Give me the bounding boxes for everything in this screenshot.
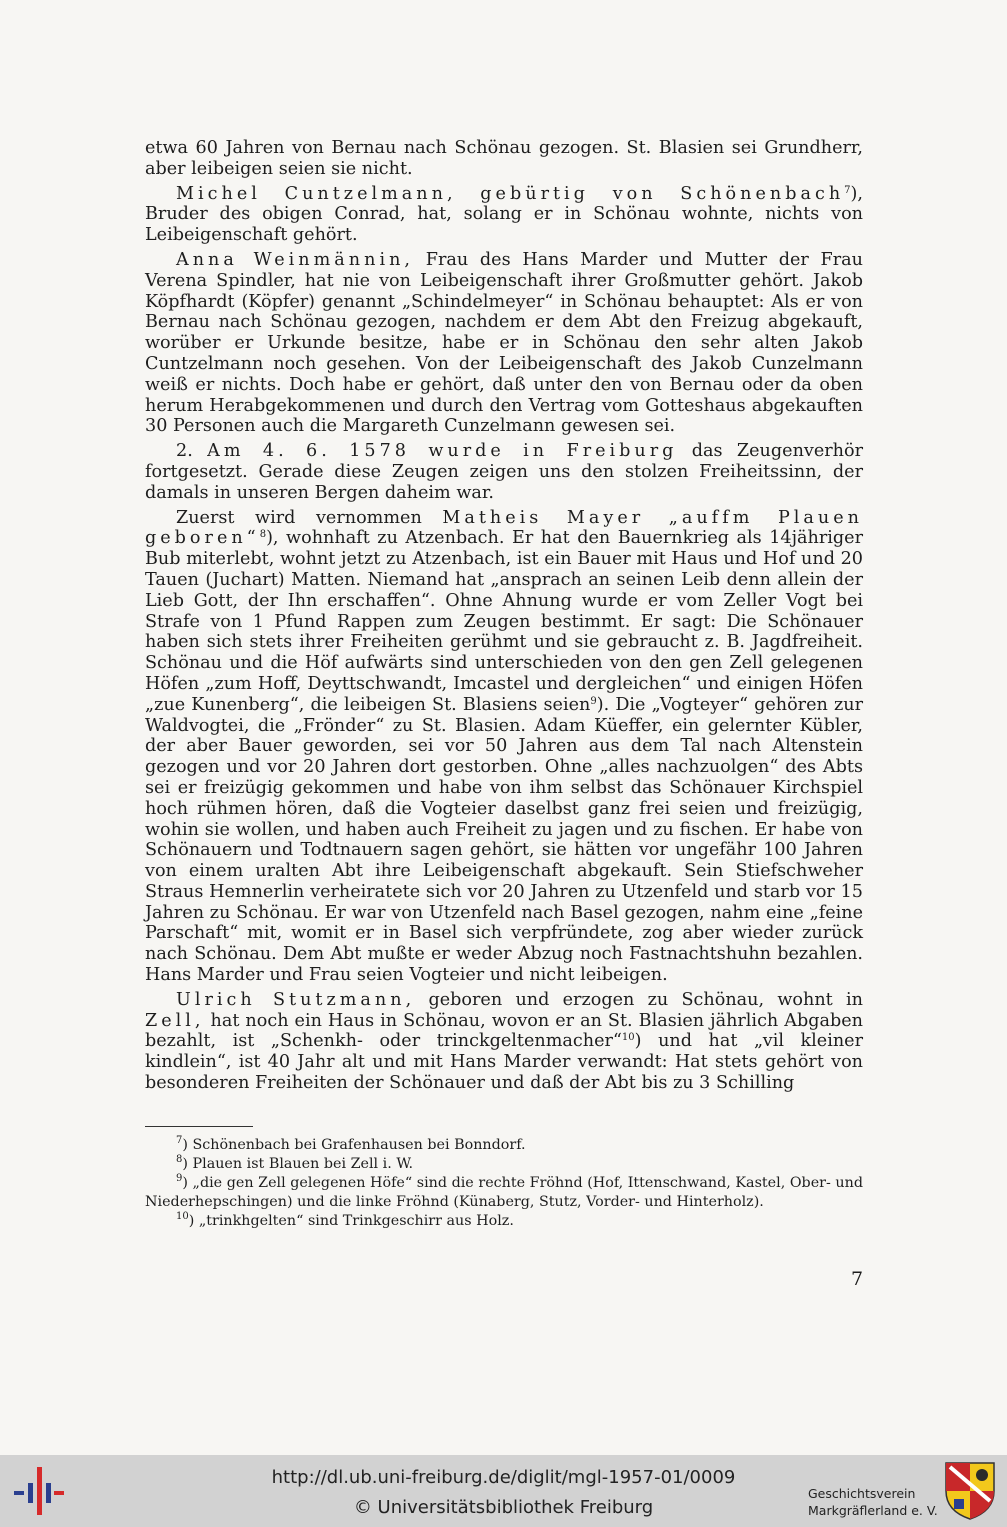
footnote-ref: 7 xyxy=(844,184,851,196)
footnote: $^7$) Schönenbach bei Grafenhausen bei Bonndorf. xyxy=(176,1135,526,1153)
paragraph-6: Ulrich Stutzmann, geboren und erzogen zu Schönau, wohnt in Zell, hat noch ein Haus in Schönau, wovon er an St. Blasien jährlich Abgaben bezahlt, ist „Schenkh- oder trinckgeltenmacher“$^{10}$) und hat „vil kleiner kindlein“, ist 40 Jahr alt und mit Hans Marder verwandt: Hat stets gehört von besonderen Freiheiten der Schönauer und daß der Abt bis zu 3 Schilling xyxy=(145,989,863,1094)
permalink-url[interactable]: http://dl.ub.uni-freiburg.de/diglit/mgl-1957-01/0009 xyxy=(271,1467,736,1488)
footnote-ref: 8 xyxy=(259,529,267,541)
spaced-name: Matheis Mayer „auffm Plauen geboren“ xyxy=(145,507,863,549)
spaced-name: Anna Weinmännin, xyxy=(176,249,414,270)
copyright-text: © Universitätsbibliothek Freiburg xyxy=(353,1497,654,1518)
footnote: $^8$) Plauen ist Blauen bei Zell i. W. xyxy=(176,1154,414,1172)
paragraph-3: Anna Weinmännin, Frau des Hans Marder und Mutter der Frau Verena Spindler, hat nie von Leibeigenschaft ihrer Großmutter gehört. Jakob Köpfhardt (Köpfer) genannt „Schindelmeyer“ in Schönau behauptet: Als er von Bernau nach Schönau gezogen, nachdem er dem Abt den Freizug abgekauft, worüber er Urkunde besitze, habe er in Schönau den sehr alten Jakob Cuntzelmann noch gesehen. Von der Leibeigenschaft des Jakob Cunzelmann weiß er nichts. Doch habe er gehört, daß unter den von Bernau oder da oben herum Herabgekommenen und durch den Vertrag vom Gotteshaus abgekauften 30 Personen auch die Margareth Cunzelmann gewesen sei. xyxy=(145,249,863,437)
paragraph-1: etwa 60 Jahren von Bernau nach Schönau gezogen. St. Blasien sei Grundherr, aber leibeigen seien sie nicht. xyxy=(145,138,863,179)
page-number: 7 xyxy=(851,1268,864,1290)
viewer-footer xyxy=(0,1455,1007,1527)
coat-of-arms-icon[interactable] xyxy=(944,1461,996,1521)
spaced-name: Michel Cuntzelmann, gebürtig von Schönenbach xyxy=(176,183,845,204)
body-text xyxy=(145,138,863,1098)
paragraph-2: Michel Cuntzelmann, gebürtig von Schönenbach$^7$), Bruder des obigen Conrad, hat, solang er in Schönau wohnte, nichts von Leibeigenschaft gehört. xyxy=(145,183,863,246)
footnote: $^{10}$) „trinkhgelten“ sind Trinkgeschirr aus Holz. xyxy=(176,1211,514,1229)
spaced-place: Zell, xyxy=(145,1010,205,1031)
spaced-date: Am 4. 6. 1578 wurde in Freiburg xyxy=(207,441,678,462)
footnote: $^9$) „die gen Zell gelegenen Höfe“ sind die rechte Fröhnd (Hof, Ittenschwand, Kastel, Ober- und Niederhepschingen) und die linke Fröhnd (Künaberg, Stutz, Vorder- und Hinterholz). xyxy=(145,1173,863,1210)
spaced-name: Ulrich Stutzmann, xyxy=(176,989,416,1010)
footnote-divider xyxy=(145,1126,253,1127)
footnote-ref: 9 xyxy=(590,695,597,707)
paragraph-5: Zuerst wird vernommen Matheis Mayer „auffm Plauen geboren“$^8$), wohnhaft zu Atzenbach. Er hat den Bauernkrieg als 14jähriger Bub miterlebt, wohnt jetzt zu Atzenbach, ist ein Bauer mit Haus und Hof und 20 Tauen (Juchart) Matten. Niemand hat „ansprach an seinen Leib denn allein der Lieb Gott, der Ihn erschaffen“. Ohne Ahnung wurde er vom Zeller Vogt bei Strafe von 1 Pfund Rappen zum Zeugen bestimmt. Er sagt: Die Schönauer haben sich stets ihrer Freiheiten gerühmt und sie gebraucht z. B. Jagdfreiheit. Schönau und die Höf aufwärts sind unterschieden von den gen Zell gelegenen Höfen „zum Hoff, Deyttschwandt, Imcastel und dergleichen“ und einigen Höfen „zue Kunenberg“, die leibeigen St. Blasiens seien$^9$). Die „Vogteyer“ gehören zur Waldvogtei, die „Frönder“ zu St. Blasien. Adam Küeffer, ein gelernter Kübler, der aber Bauer geworden, sei vor 50 Jahren aus dem Tal nach Altenstein gezogen und vor 20 Jahren dort gestorben. Ohne „alles nachzuolgen“ des Abts sei er freizügig gekommen und habe von ihm selbst das Schönauer Kirchspiel hoch rühmen hören, daß die Vogteier daselbst ganz frei seien und freizügig, wohin sie wollen, und haben auch Freiheit zu jagen und zu fischen. Er habe von Schönauern und Todtnauern sagen gehört, sie hätten vor ungefähr 100 Jahren von einem uralten Abt ihre Leibeigenschaft abgekauft. Sein Stiefschweher Straus Hemnerlin verheiratete sich vor 20 Jahren zu Utzenfeld und starb vor 15 Jahren zu Schönau. Er war von Utzenfeld nach Basel gezogen, nahm eine „feine Parschaft“ mit, womit er in Basel sich verpfründete, zog aber wieder zurück nach Schönau. Dem Abt mußte er weder Abzug noch Fastnachtshuhn bezahlen. Hans Marder und Frau seien Vogteier und nicht leibeigen. xyxy=(145,507,863,986)
publisher-name: Geschichtsverein Markgräflerland e. V. xyxy=(808,1486,938,1518)
paragraph-4: 2. Am 4. 6. 1578 wurde in Freiburg das Zeugenverhör fortgesetzt. Gerade diese Zeugen zeigen uns den stolzen Freiheitssinn, der damals in unseren Bergen daheim war. xyxy=(145,441,863,503)
footnote-ref: 10 xyxy=(621,1032,635,1044)
footnotes xyxy=(145,1136,863,1231)
